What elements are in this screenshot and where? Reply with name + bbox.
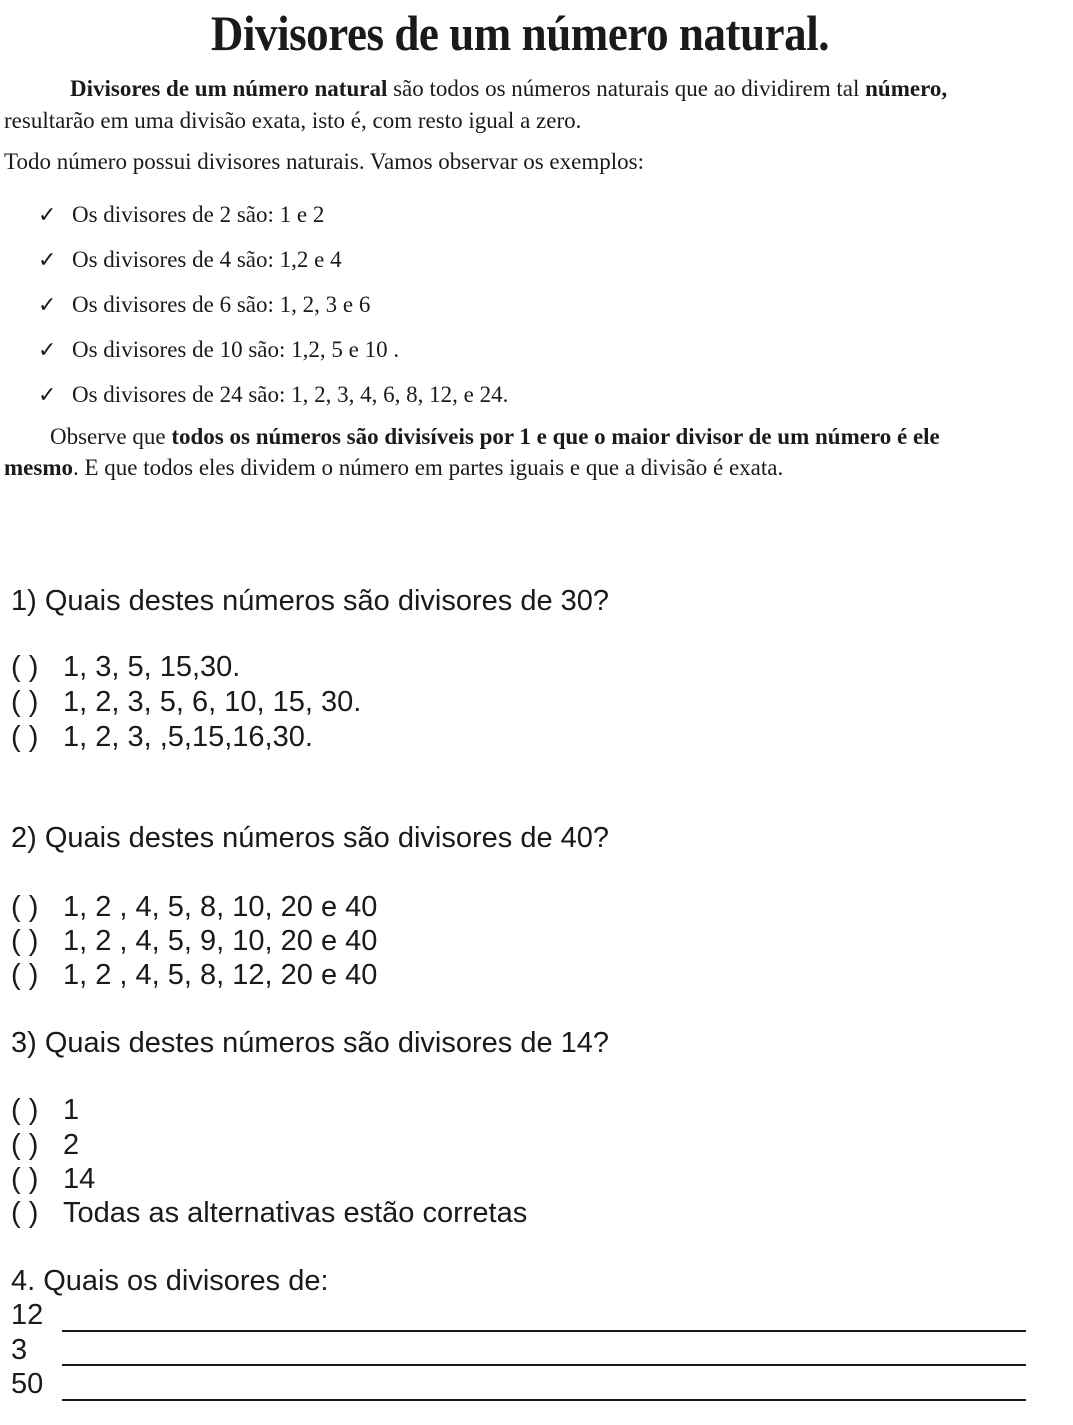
observe-line-1: Observe que todos os números são divisíveis por 1 e que o maior divisor de um número é ele xyxy=(50,424,940,449)
q1-option-2[interactable]: ( ) 1, 2, 3, 5, 6, 10, 15, 30. xyxy=(11,686,362,718)
intro-line-1 xyxy=(70,72,947,106)
check-icon: ✓ xyxy=(38,381,57,407)
example-item: ✓ Os divisores de 24 são: 1, 2, 3, 4, 6, 8, 12, e 24. xyxy=(38,381,509,407)
check-icon: ✓ xyxy=(38,336,57,362)
example-item: ✓ Os divisores de 4 são: 1,2 e 4 xyxy=(38,246,342,272)
question-4: 4. Quais os divisores de: xyxy=(11,1265,329,1297)
page-title: Divisores de um número natural. xyxy=(210,5,830,61)
question-3: 3) Quais destes números são divisores de 14? xyxy=(11,1027,610,1059)
check-icon: ✓ xyxy=(38,246,57,272)
q3-option-2[interactable]: ( ) 2 xyxy=(11,1129,80,1161)
q3-option-3[interactable]: ( ) 14 xyxy=(11,1163,96,1195)
examples-list xyxy=(38,192,508,417)
check-icon: ✓ xyxy=(38,201,57,227)
example-item: ✓ Os divisores de 2 são: 1 e 2 xyxy=(38,201,325,227)
q4-item-50: 50 xyxy=(11,1368,44,1400)
answer-line-50[interactable] xyxy=(62,1399,1026,1401)
intro-bold-term: Divisores de um número natural xyxy=(70,76,388,101)
check-icon: ✓ xyxy=(38,291,57,317)
answer-line-12[interactable] xyxy=(62,1330,1026,1332)
example-item: ✓ Os divisores de 6 são: 1, 2, 3 e 6 xyxy=(38,291,371,317)
answer-line-3[interactable] xyxy=(62,1364,1026,1366)
intro-bold-word: número, xyxy=(865,76,948,101)
q2-option-2[interactable]: ( ) 1, 2 , 4, 5, 9, 10, 20 e 40 xyxy=(11,925,378,957)
intro-line-3: Todo número possui divisores naturais. Vamos observar os exemplos: xyxy=(4,149,644,174)
q1-option-3[interactable]: ( ) 1, 2, 3, ,5,15,16,30. xyxy=(11,721,313,753)
question-2: 2) Quais destes números são divisores de 40? xyxy=(11,822,610,854)
q4-item-12: 12 xyxy=(11,1299,44,1331)
intro-text: são todos os números naturais que ao dividirem tal xyxy=(387,76,866,101)
intro-line-2: resultarão em uma divisão exata, isto é, com resto igual a zero. xyxy=(4,108,582,133)
observe-line-2: mesmo. E que todos eles dividem o número em partes iguais e que a divisão é exata. xyxy=(4,455,784,480)
example-item: ✓ Os divisores de 10 são: 1,2, 5 e 10 . xyxy=(38,336,400,362)
q2-option-3[interactable]: ( ) 1, 2 , 4, 5, 8, 12, 20 e 40 xyxy=(11,959,378,991)
question-1: 1) Quais destes números são divisores de 30? xyxy=(11,585,610,617)
q2-option-1[interactable]: ( ) 1, 2 , 4, 5, 8, 10, 20 e 40 xyxy=(11,891,378,923)
q3-option-1[interactable]: ( ) 1 xyxy=(11,1094,80,1126)
q1-option-1[interactable]: ( ) 1, 3, 5, 15,30. xyxy=(11,651,241,683)
q3-option-4[interactable]: ( ) Todas as alternativas estão corretas xyxy=(11,1197,528,1229)
q4-item-3: 3 xyxy=(11,1334,28,1366)
